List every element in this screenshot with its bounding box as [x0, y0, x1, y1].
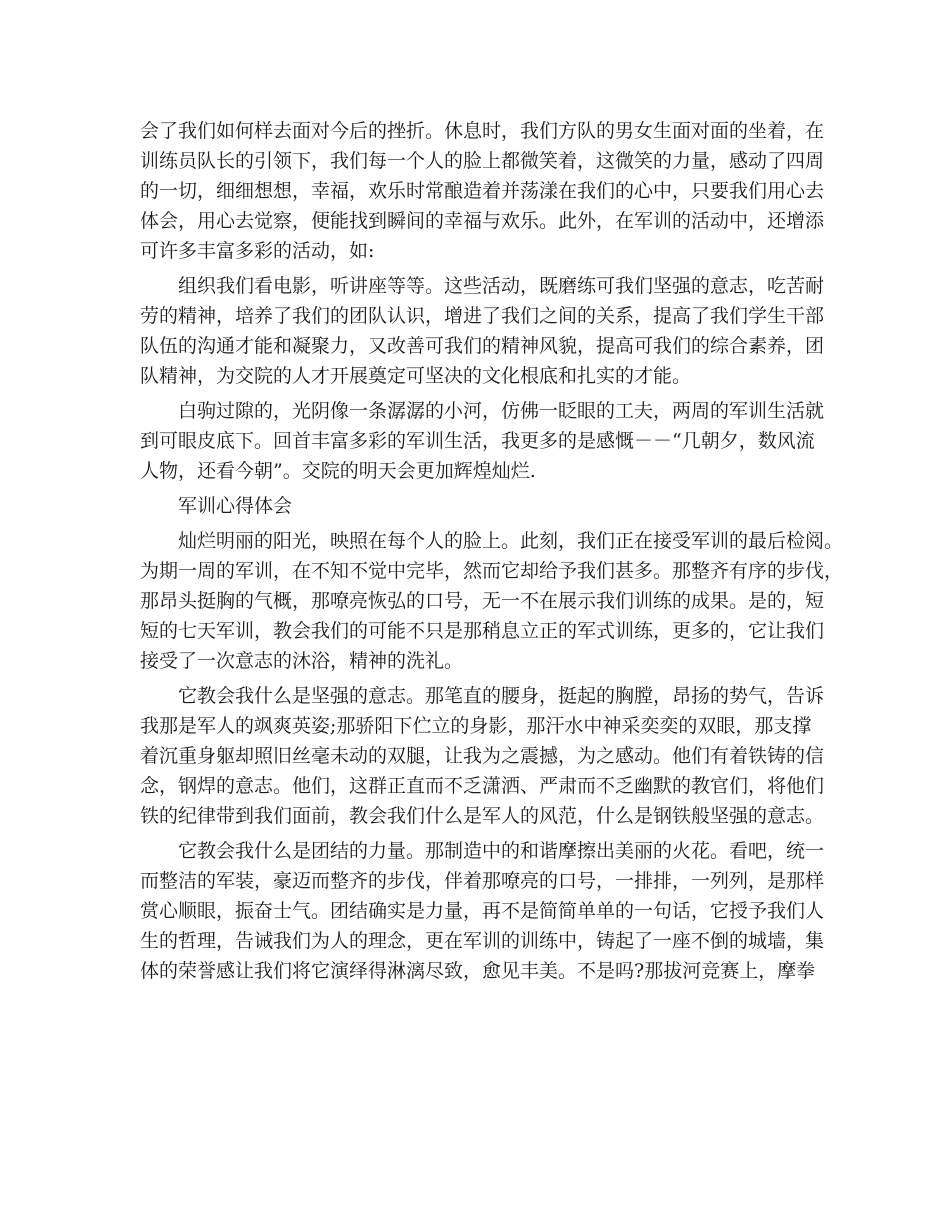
text-line: 念，钢焊的意志。他们，这群正直而不乏潇洒、严肃而不乏幽默的教官们，将他们: [140, 775, 825, 797]
text-line: 接受了一次意志的沐浴，精神的洗礼。: [140, 650, 464, 672]
text-line: 训练员队长的引领下，我们每一个人的脸上都微笑着，这微笑的力量，感动了四周: [140, 150, 825, 172]
text-line: 劳的精神，培养了我们的团队认识，增进了我们之间的关系，提高了我们学生干部: [140, 305, 825, 327]
text-line: 可许多丰富多彩的活动，如:: [140, 240, 375, 262]
paragraph-6: [140, 836, 825, 986]
text-line: 队伍的沟通才能和凝聚力，又改善可我们的精神风貌，提高可我们的综合素养，团: [140, 335, 825, 357]
text-line: 白驹过隙的，光阴像一条潺潺的小河，仿佛一眨眼的工夫，两周的军训生活就: [178, 400, 825, 422]
text-line: 短的七天军训，教会我们的可能不只是那稍息立正的军式训练，更多的，它让我们: [140, 620, 825, 642]
text-line: 赏心顺眼，振奋士气。团结确实是力量，再不是简简单单的一句话，它授予我们人: [140, 900, 825, 922]
text-line: 体的荣誉感让我们将它演绎得淋漓尽致，愈见丰美。不是吗?那拔河竞赛上，摩拳: [140, 960, 816, 982]
heading-text: 军训心得体会: [178, 495, 293, 517]
document-body: [140, 116, 844, 986]
text-line: 那昂头挺胸的气概，那嘹亮恢弘的口号，无一不在展示我们训练的成果。是的，短: [140, 590, 825, 612]
text-line: 会了我们如何样去面对今后的挫折。休息时，我们方队的男女生面对面的坐着，在: [140, 120, 825, 142]
text-line: 它教会我什么是团结的力量。那制造中的和谐摩擦出美丽的火花。看吧，统一: [178, 840, 825, 862]
text-line: 而整洁的军装，豪迈而整齐的步伐，伴着那嘹亮的口号，一排排，一列列，是那样: [140, 870, 825, 892]
text-line: 我那是军人的飒爽英姿;那骄阳下伫立的身影，那汗水中神采奕奕的双眼，那支撑: [140, 715, 812, 737]
paragraph-3: [140, 396, 825, 486]
text-line: 为期一周的军训，在不知不觉中完毕，然而它却给予我们甚多。那整齐有序的步伐，: [140, 560, 844, 582]
text-line: 到可眼皮底下。回首丰富多彩的军训生活，我更多的是感慨－－“几朝夕，数风流: [140, 430, 815, 452]
text-line: 的一切，细细想想，幸福，欢乐时常酿造着并荡漾在我们的心中，只要我们用心去: [140, 180, 825, 202]
text-line: 人物，还看今朝”。交院的明天会更加辉煌灿烂.: [140, 460, 536, 482]
paragraph-1: [140, 116, 825, 266]
text-line: 铁的纪律带到我们面前，教会我们什么是军人的风范，什么是钢铁般坚强的意志。: [140, 805, 825, 827]
section-heading: [140, 491, 820, 521]
text-line: 体会，用心去觉察，便能找到瞬间的幸福与欢乐。此外，在军训的活动中，还增添: [140, 210, 825, 232]
paragraph-4: [140, 526, 844, 676]
text-line: 灿烂明丽的阳光，映照在每个人的脸上。此刻，我们正在接受军训的最后检阅。: [178, 530, 844, 552]
text-line: 组织我们看电影，听讲座等等。这些活动，既磨练可我们坚强的意志，吃苦耐: [178, 275, 825, 297]
text-line: 着沉重身躯却照旧丝毫未动的双腿，让我为之震撼，为之感动。他们有着铁铸的信: [140, 745, 825, 767]
paragraph-5: [140, 681, 825, 831]
text-line: 生的哲理，告诫我们为人的理念，更在军训的训练中，铸起了一座不倒的城墙，集: [140, 930, 825, 952]
paragraph-2: [140, 271, 825, 391]
text-line: 它教会我什么是坚强的意志。那笔直的腰身，挺起的胸膛，昂扬的势气，告诉: [178, 685, 825, 707]
text-line: 队精神，为交院的人才开展奠定可坚决的文化根底和扎实的才能。: [140, 365, 692, 387]
